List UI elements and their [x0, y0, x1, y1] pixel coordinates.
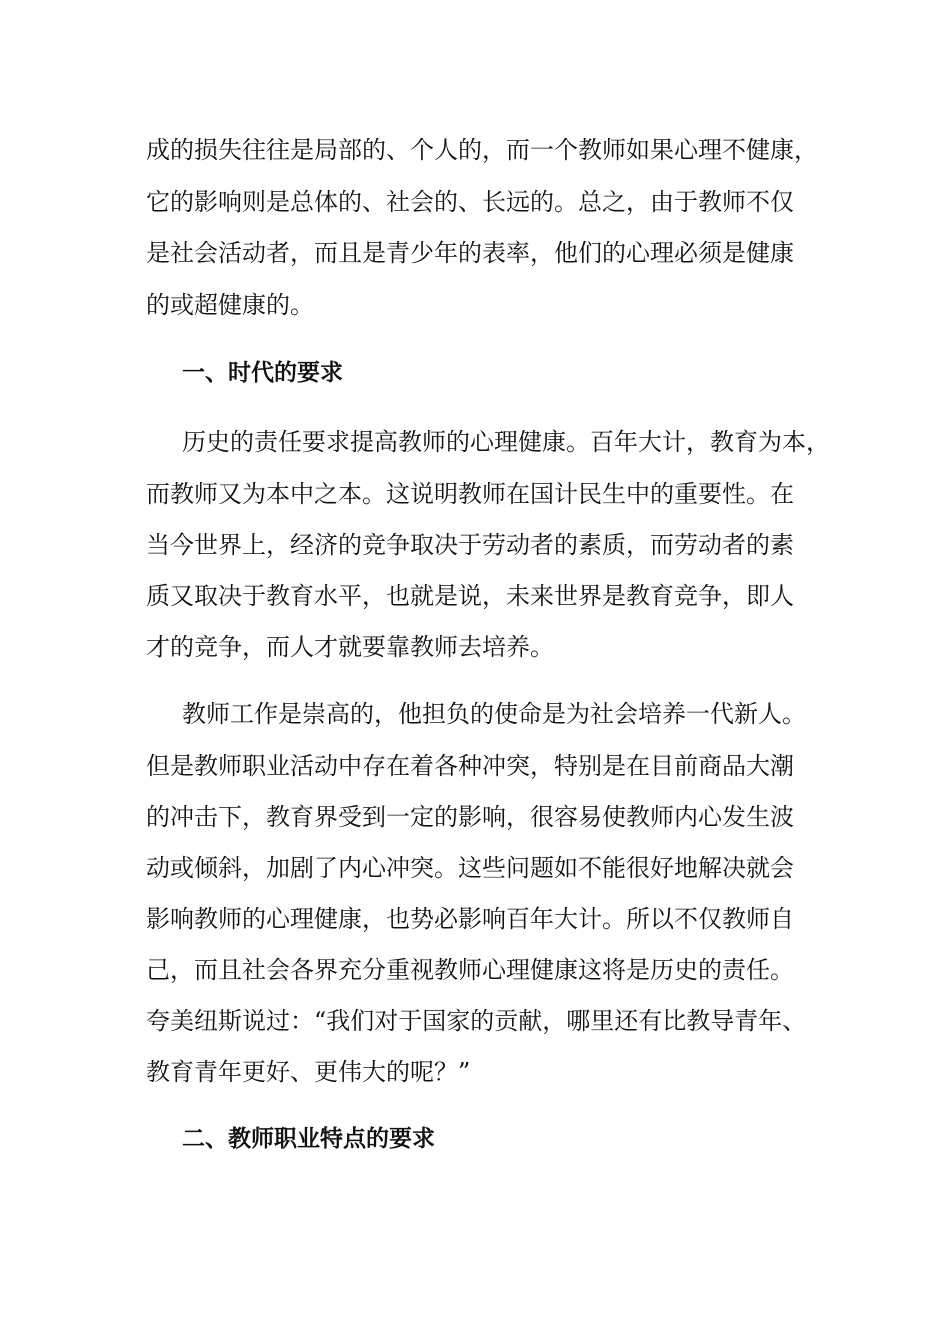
paragraph-0-line-1: 成的损失往往是局部的、个人的，而一个教师如果心理不健康，: [146, 136, 818, 164]
paragraph-2-line-2: 但是教师职业活动中存在着各种冲突，特别是在目前商品大潮: [146, 752, 794, 780]
paragraph-1-line-1: 历史的责任要求提高教师的心理健康。百年大计，教育为本，: [182, 428, 830, 456]
paragraph-1-line-3: 当今世界上，经济的竞争取决于劳动者的素质，而劳动者的素: [146, 531, 794, 559]
paragraph-0-line-3: 是社会活动者，而且是青少年的表率，他们的心理必须是健康: [146, 239, 794, 267]
paragraph-2-line-6: 己，而且社会各界充分重视教师心理健康这将是历史的责任。: [146, 956, 794, 984]
section-heading-2: 二、教师职业特点的要求: [182, 1126, 435, 1152]
paragraph-1-line-4: 质又取决于教育水平，也就是说，未来世界是教育竞争，即人: [146, 582, 794, 610]
section-heading-1: 一、时代的要求: [182, 360, 343, 386]
paragraph-0-line-4: 的或超健康的。: [146, 291, 314, 319]
paragraph-2-line-1: 教师工作是崇高的，他担负的使命是为社会培养一代新人。: [182, 700, 806, 728]
paragraph-2-line-7: 夸美纽斯说过：“我们对于国家的贡献，哪里还有比教导青年、: [146, 1007, 807, 1035]
paragraph-2-line-5: 影响教师的心理健康，也势必影响百年大计。所以不仅教师自: [146, 905, 794, 933]
paragraph-2-line-8: 教育青年更好、更伟大的呢？”: [146, 1058, 471, 1086]
paragraph-1-line-2: 而教师又为本中之本。这说明教师在国计民生中的重要性。在: [146, 480, 794, 508]
paragraph-0-line-2: 它的影响则是总体的、社会的、长远的。总之，由于教师不仅: [146, 188, 794, 216]
paragraph-2-line-3: 的冲击下，教育界受到一定的影响，很容易使教师内心发生波: [146, 803, 794, 831]
paragraph-2-line-4: 动或倾斜，加剧了内心冲突。这些问题如不能很好地解决就会: [146, 854, 794, 882]
paragraph-1-line-5: 才的竞争，而人才就要靠教师去培养。: [146, 633, 554, 661]
